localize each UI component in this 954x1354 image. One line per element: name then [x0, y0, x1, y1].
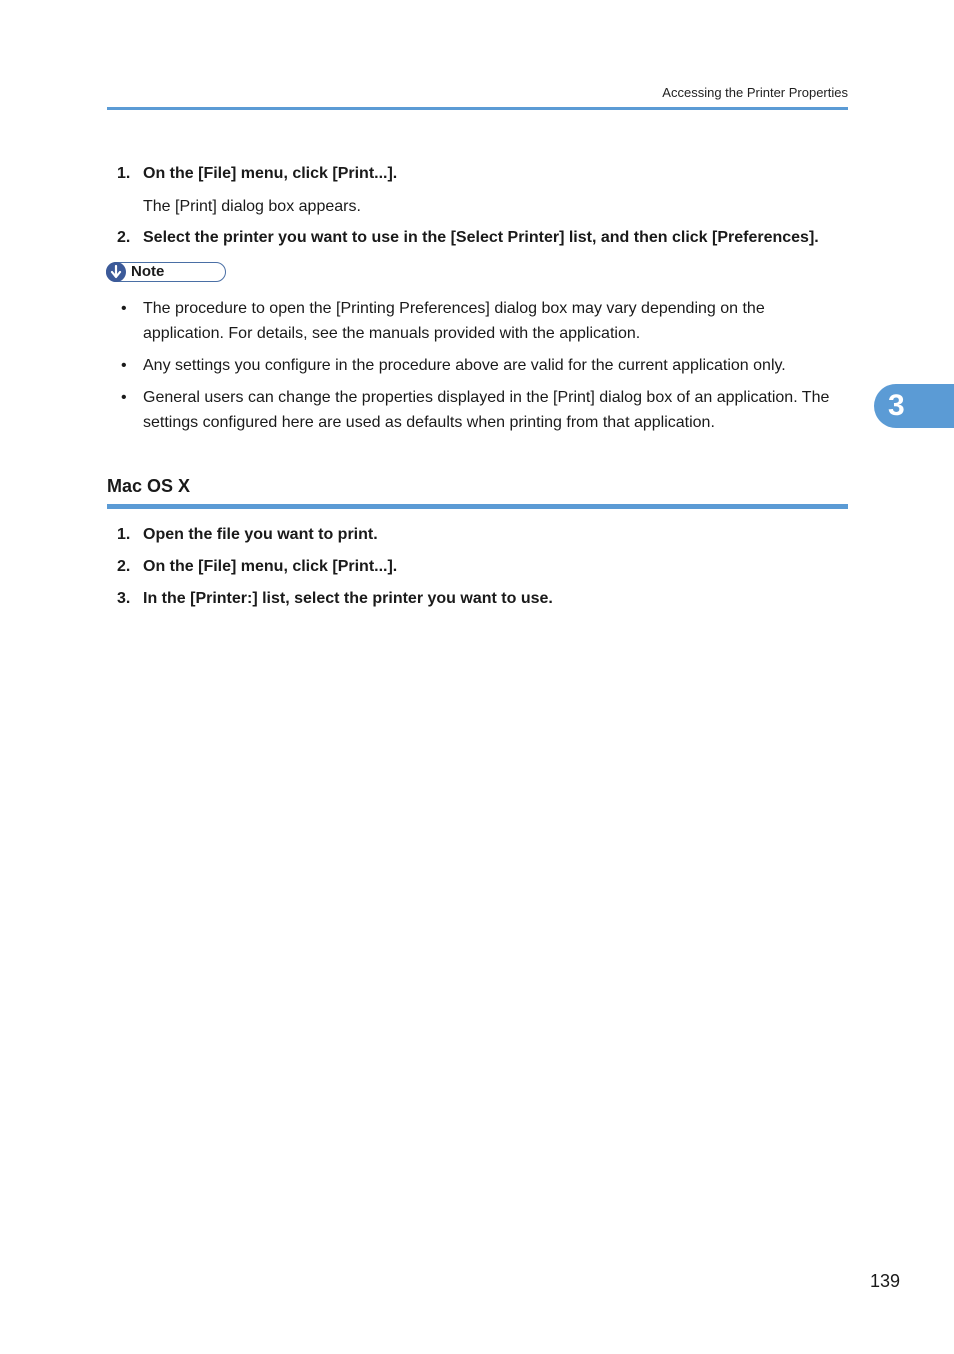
step-number: 2. — [117, 558, 131, 575]
mac-step-1 — [117, 526, 378, 544]
mac-step-2 — [117, 558, 397, 576]
note-item — [121, 385, 841, 435]
note-badge — [106, 262, 226, 282]
step-number: 2. — [117, 229, 131, 246]
step-number: 1. — [117, 165, 131, 182]
step-1 — [117, 165, 397, 183]
mac-step-3 — [117, 590, 553, 608]
step-text: Open the file you want to print. — [143, 526, 378, 543]
step-text: On the [File] menu, click [Print...]. — [143, 165, 398, 182]
step-text: Select the printer you want to use in the [Select Printer] list, and then click [Preferences]. — [143, 229, 819, 246]
step-1-description: The [Print] dialog box appears. — [143, 198, 361, 215]
note-item-line: settings configured here are used as defaults when printing from that application. — [143, 414, 715, 431]
step-text: In the [Printer:] list, select the printer you want to use. — [143, 590, 553, 607]
step-number: 1. — [117, 526, 131, 543]
bullet-icon: • — [121, 389, 127, 406]
step-text: On the [File] menu, click [Print...]. — [143, 558, 398, 575]
step-number: 3. — [117, 590, 131, 607]
section-heading: Mac OS X — [107, 476, 191, 496]
page-number: 139 — [869, 1271, 900, 1291]
chapter-tab — [874, 384, 954, 428]
header-rule — [107, 107, 848, 110]
note-item — [121, 296, 841, 346]
step-2 — [117, 229, 819, 247]
note-item — [121, 353, 841, 378]
down-arrow-icon — [106, 262, 126, 282]
note-item-line: Any settings you configure in the procedure above are valid for the current application only. — [143, 357, 786, 374]
bullet-icon: • — [121, 300, 127, 317]
note-item-line: General users can change the properties displayed in the [Print] dialog box of an application. The — [143, 389, 830, 406]
running-header: Accessing the Printer Properties — [662, 85, 848, 100]
note-item-line: application. For details, see the manuals provided with the application. — [143, 325, 641, 342]
chapter-number: 3 — [888, 389, 905, 422]
bullet-icon: • — [121, 357, 127, 374]
section-rule — [107, 504, 848, 509]
note-label: Note — [131, 263, 165, 280]
note-item-line: The procedure to open the [Printing Preferences] dialog box may vary depending on the — [143, 300, 765, 317]
